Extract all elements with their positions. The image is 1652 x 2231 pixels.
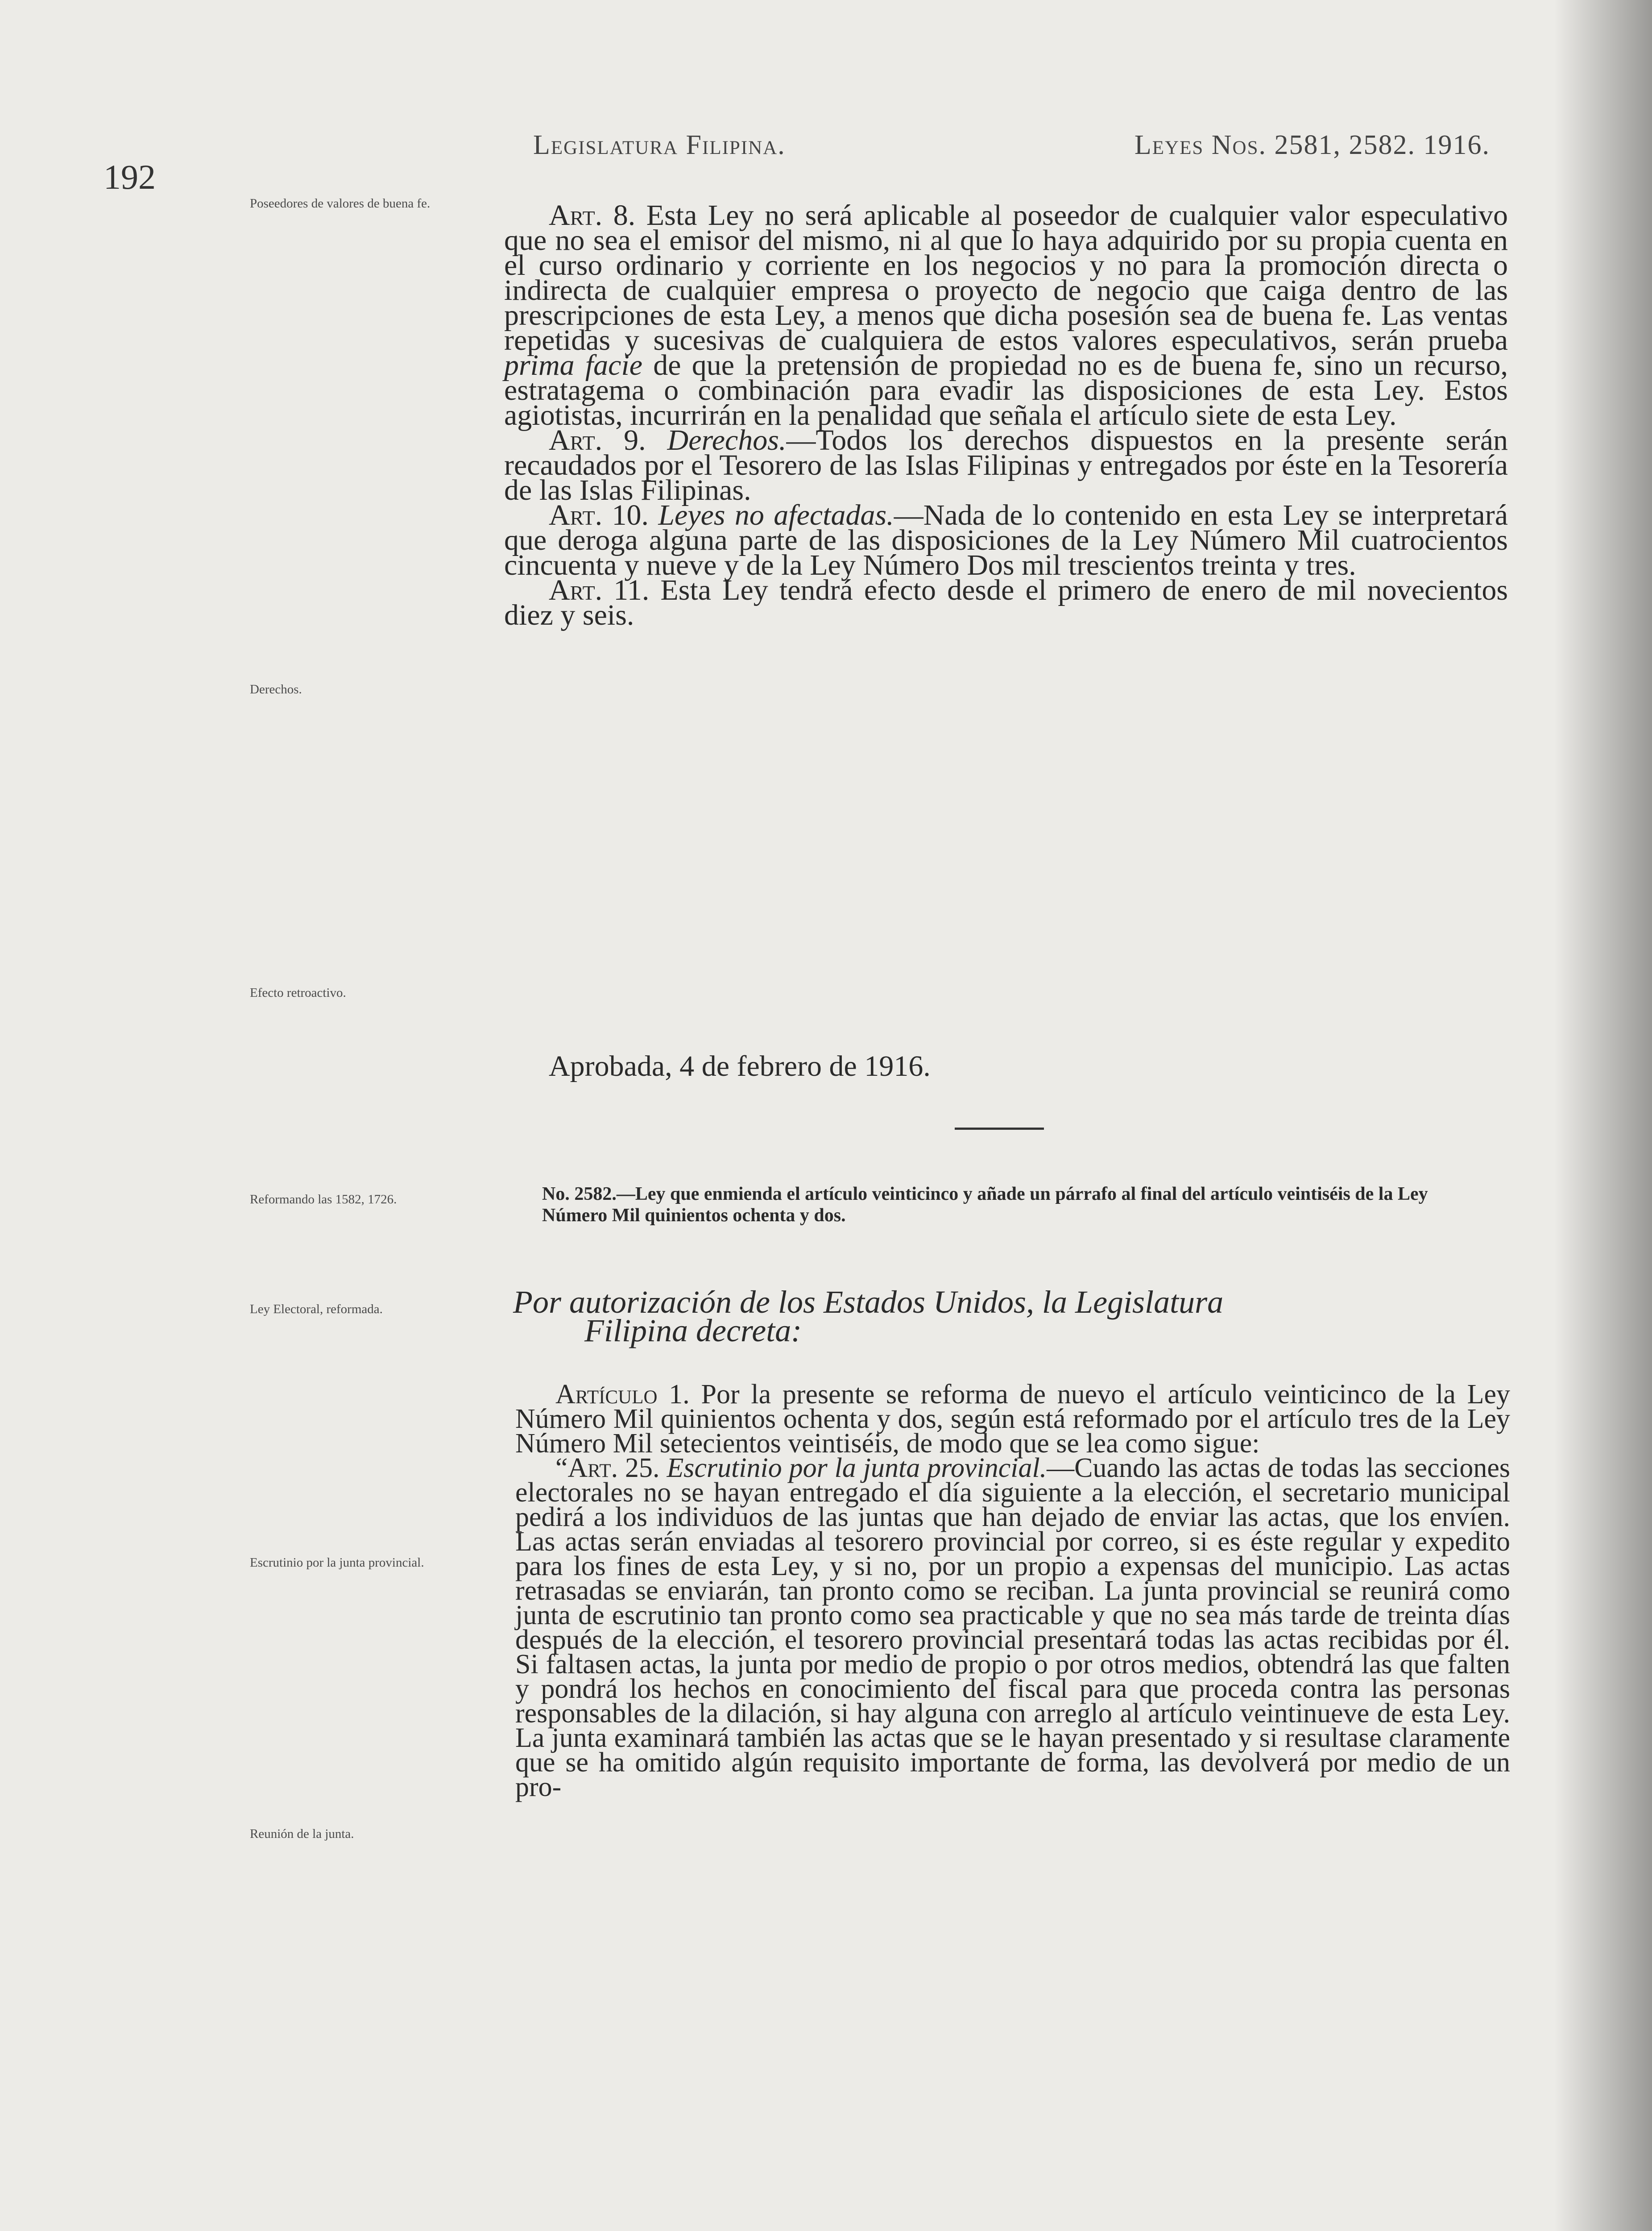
art-8-text: Esta Ley no será aplicable al poseedor de cualquier valor especulativo que no sea el emisor del mismo, ni al que lo haya adquirido por su propia cuenta en el curso ordinario y corriente en los negocios y no para la promoción directa o indirecta de cualquier empresa o proyecto de negocio que caiga dentro de las prescripciones de esta Ley, a menos que dicha posesión sea de buena fe. Las ventas repetidas y sucesivas de cualquiera de estos valores especulativos, serán prueba <box>504 199 1508 357</box>
art-9-text: —Todos los derechos dispuestos en la presente serán recaudados por el Tesorero de las Islas Filipinas y entregados por éste en la Tesorería de las Islas Filipinas. <box>504 424 1508 506</box>
art-8 <box>504 199 1508 431</box>
articulo-1-text: Por la presente se reforma de nuevo el artículo veinticinco de la Ley Número Mil quinientos ochenta y dos, según está reformado por el artículo tres de la Ley Número Mil setecientos veintiséis, de modo que se lea como sigue: <box>515 1379 1511 1459</box>
margin-note-derechos: Derechos. <box>250 682 302 697</box>
art-8-text2: de que la pretensión de propiedad no es de buena fe, sino un recurso, estratagema o combinación para evadir las disposiciones de esta Ley. Estos agiotistas, incurrirán en la penalidad que señala el artículo siete de esta Ley. <box>504 349 1508 431</box>
art-11 <box>504 574 1508 631</box>
art-10 <box>504 499 1508 581</box>
art-8-italic: prima facie <box>504 349 643 382</box>
art-11-label: Art. 11. <box>549 574 650 606</box>
margin-note-reunion: Reunión de la junta. <box>250 1827 354 1841</box>
art-10-label: Art. 10. <box>549 499 649 531</box>
running-head-right: Leyes Nos. 2581, 2582. 1916. <box>1134 130 1490 160</box>
running-head-left: Legislatura Filipina. <box>533 130 786 160</box>
enacting-clause <box>513 1284 1508 1348</box>
margin-note-poseedores: Poseedores de valores de buena fe. <box>250 196 431 211</box>
margin-note-reformando: Reformando las 1582, 1726. <box>250 1192 397 1207</box>
articulo-1-label: Artículo 1. <box>555 1379 690 1410</box>
enacting-line-1: Por autorización de los Estados Unidos, la Legislatura <box>513 1284 1224 1320</box>
articles-8-11 <box>504 199 1508 631</box>
art-10-title: Leyes no afectadas. <box>658 499 894 531</box>
art-9-label: Art. 9. <box>549 424 646 456</box>
art-25-title: Escrutinio por la junta provincial. <box>667 1453 1047 1483</box>
art-8-label: Art. 8. <box>549 199 636 232</box>
law-2582-body <box>515 1379 1511 1802</box>
page-edge-shadow <box>1554 0 1652 2231</box>
section-divider <box>955 1128 1044 1130</box>
art-9-title: Derechos. <box>667 424 787 456</box>
art-25-label: “Art. 25. <box>555 1453 660 1483</box>
articulo-1 <box>515 1379 1511 1459</box>
art-10-text: —Nada de lo contenido en esta Ley se interpretará que deroga alguna parte de las disposiciones de la Ley Número Mil cuatrocientos cincuenta y nueve y de la Ley Número Dos mil trescientos treinta y tres. <box>504 499 1508 581</box>
running-head <box>533 129 1490 161</box>
enacting-line-2: Filipina decreta: <box>584 1313 802 1348</box>
law-2582-title: —Ley que enmienda el artículo veinticinco y añade un párrafo al final del artículo veintiséis de la Ley Número Mil quinientos ochenta y dos. <box>542 1184 1428 1226</box>
law-2582-number: No. 2582. <box>542 1184 617 1204</box>
art-9 <box>504 424 1508 506</box>
page-number: 192 <box>104 158 156 196</box>
law-2582-heading <box>542 1183 1495 1226</box>
approval-date: Aprobada, 4 de febrero de 1916. <box>549 1050 931 1082</box>
art-11-text: Esta Ley tendrá efecto desde el primero de enero de mil novecientos diez y seis. <box>504 574 1508 631</box>
margin-note-ley-electoral: Ley Electoral, reformada. <box>250 1302 383 1316</box>
art-25-text: —Cuando las actas de todas las secciones electorales no se hayan entregado el día siguiente a la elección, el secretario municipal pedirá a los individuos de las juntas que han dejado de enviar las actas, que los envíen. Las actas serán enviadas al tesorero provincial por correo, si es éste regular y expedito para los fines de esta Ley, y si no, por un propio a expensas del municipio. Las actas retrasadas se enviarán, tan pronto como se reciban. La junta provincial se reunirá como junta de escrutinio tan pronto como sea practicable y que no sea más tarde de treinta días después de la elección, el tesorero provincial presentará todas las actas recibidas por él. Si faltasen actas, la junta por medio de propio o por otros medios, obtendrá las que falten y pondrá los hechos en conocimiento del fiscal para que proceda contra las personas responsables de la dilación, si hay alguna con arreglo al artículo veintinueve de esta Ley. La junta examinará también las actas que se le hayan presentado y si resultase claramente que se ha omitido algún requisito importante de forma, las devolverá por medio de un pro- <box>515 1453 1510 1802</box>
art-25 <box>515 1453 1510 1802</box>
margin-note-escrutinio: Escrutinio por la junta provincial. <box>250 1555 424 1570</box>
margin-note-efecto: Efecto retroactivo. <box>250 986 346 1000</box>
